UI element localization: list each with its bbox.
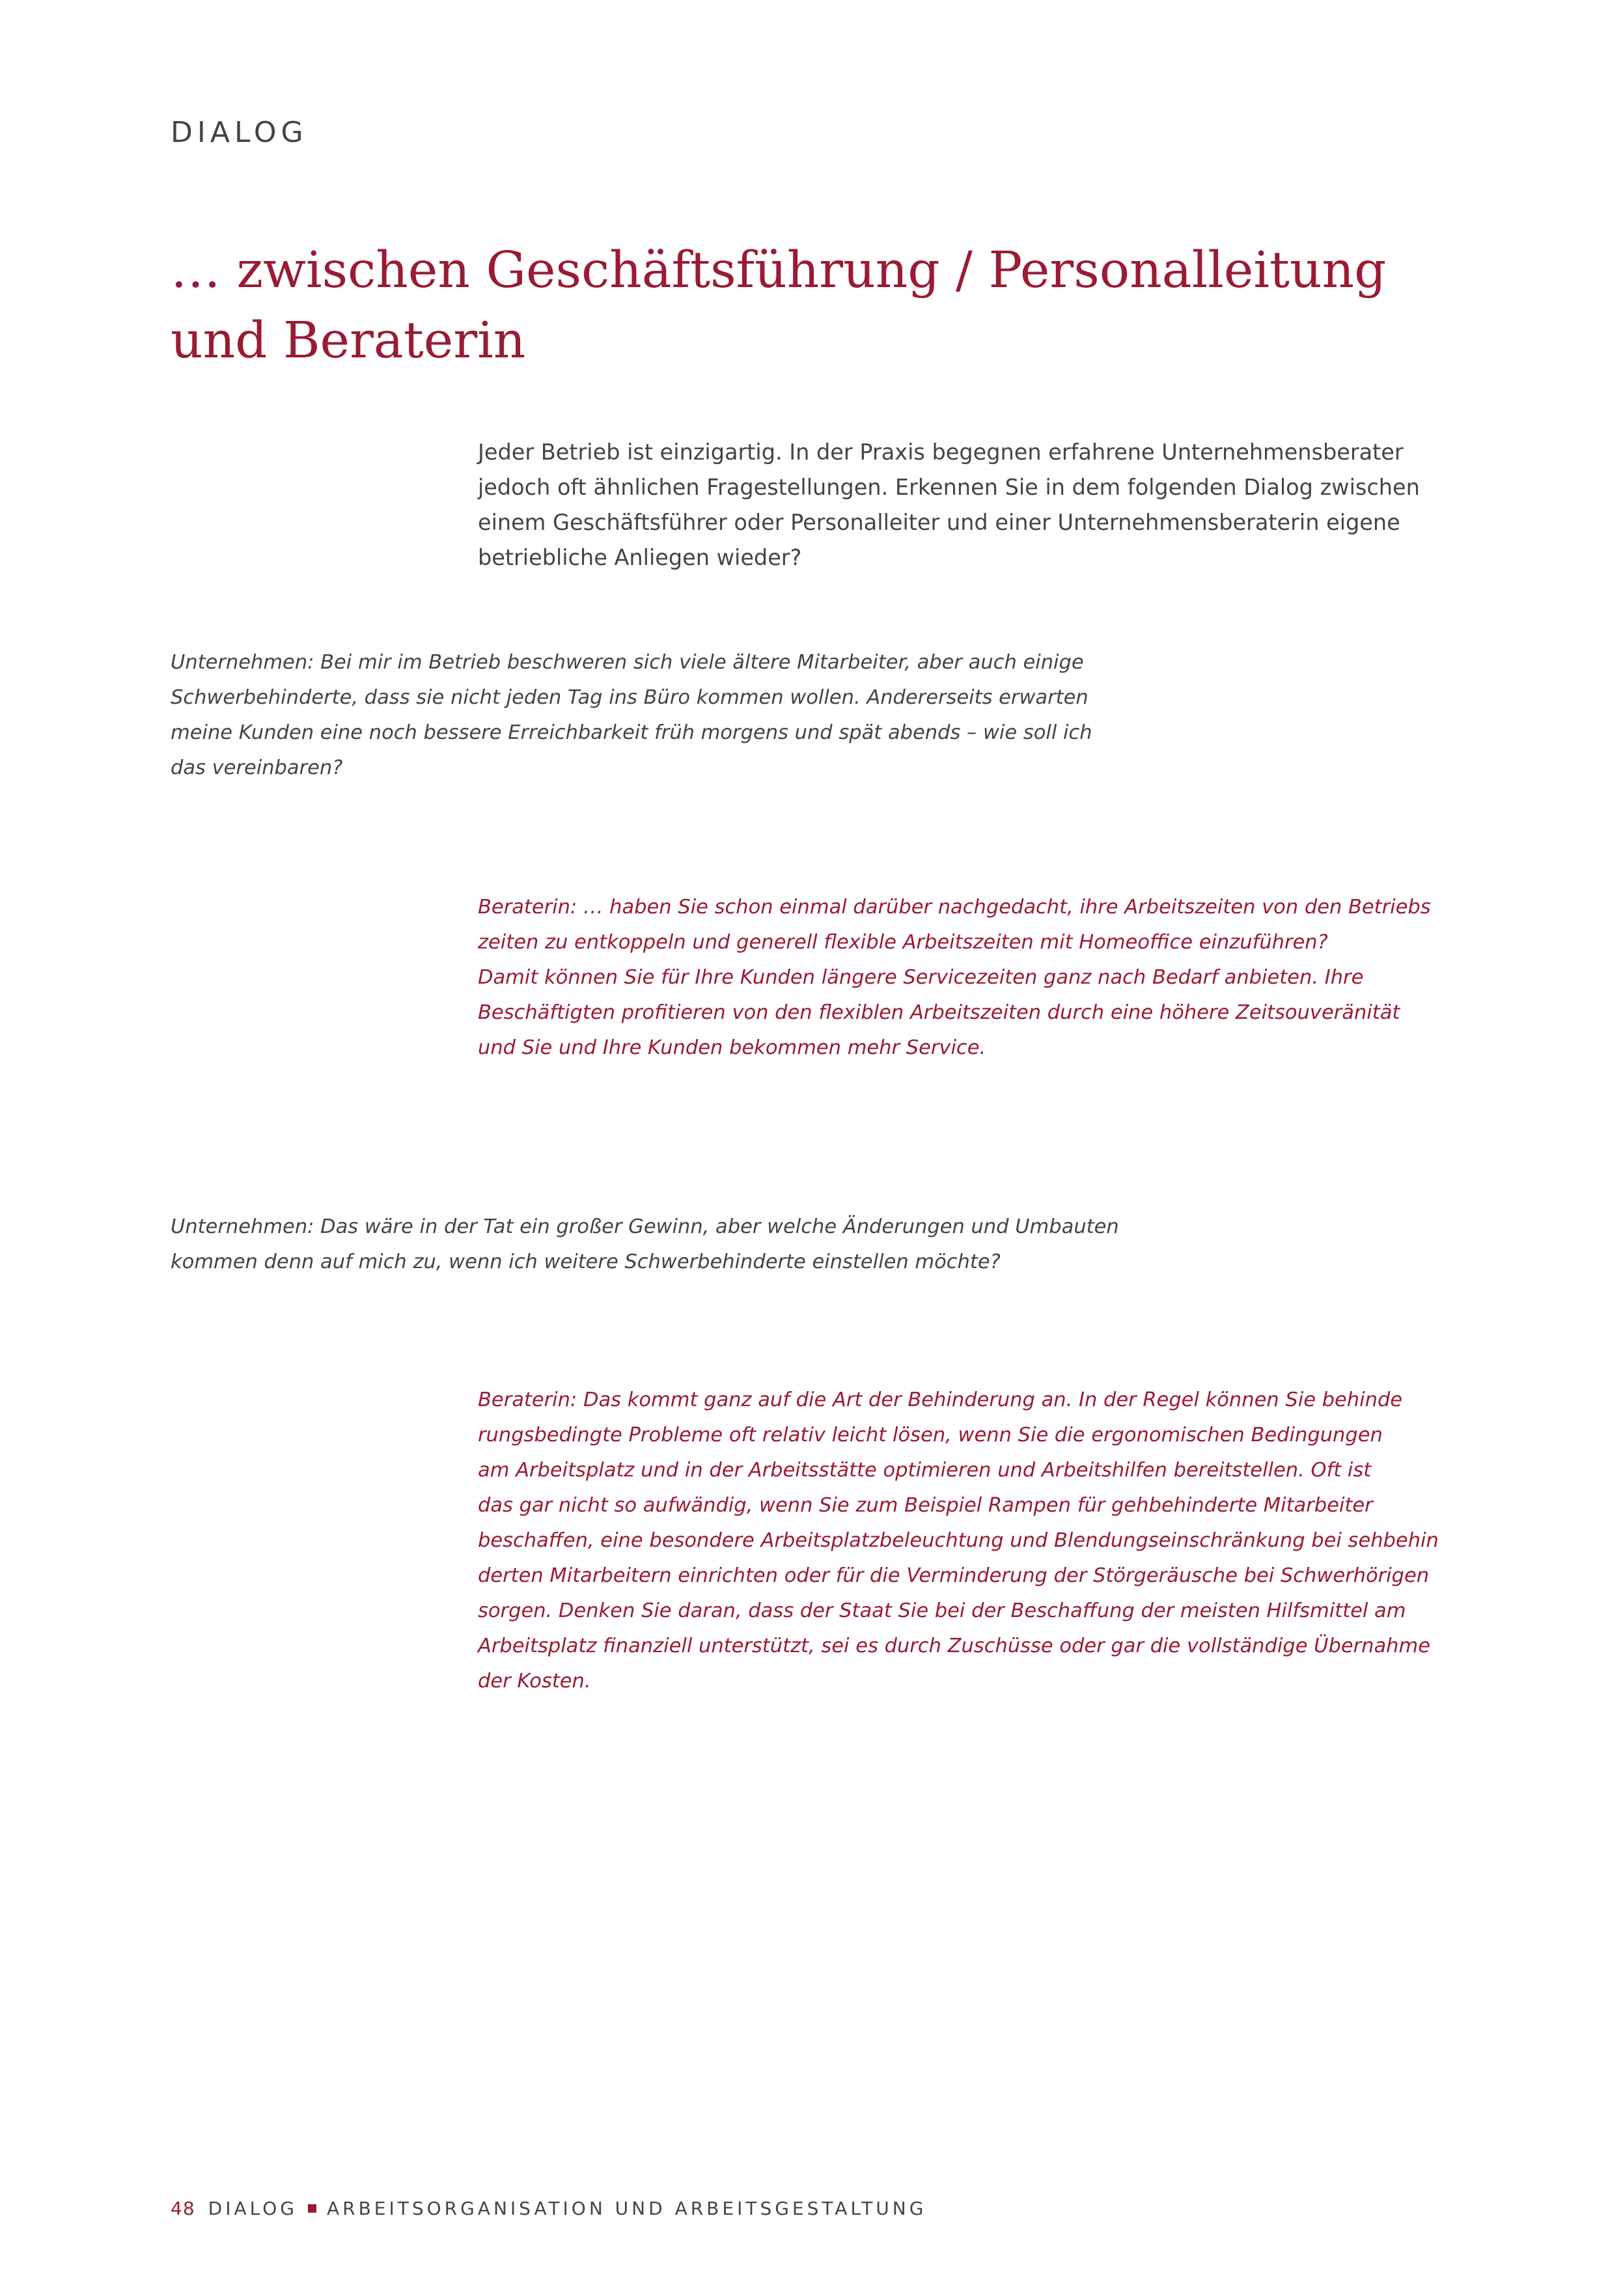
intro-line: einem Geschäftsführer oder Personalleiter und einer Unternehmensberaterin eigene — [478, 510, 1400, 535]
dialog-line: der Kosten. — [478, 1670, 591, 1693]
dialog-line: rungsbedingte Probleme oft relativ leicht lösen, wenn Sie die ergonomischen Bedingungen — [478, 1424, 1383, 1446]
dialog-line: kommen denn auf mich zu, wenn ich weitere Schwerbehinderte einstellen möchte? — [171, 1251, 1001, 1273]
dialog-line: sorgen. Denken Sie daran, dass der Staat Sie bei der Beschaffung der meisten Hilfsmittel am — [478, 1599, 1406, 1622]
page-number: 48 — [171, 2198, 195, 2219]
page-title — [171, 236, 1473, 376]
intro-line: Jeder Betrieb ist einzigartig. In der Praxis begegnen erfahrene Unternehmensberater — [478, 439, 1404, 465]
dialog-advisor-2 — [478, 1383, 1519, 1699]
footer-chapter: ARBEITSORGANISATION UND ARBEITSGESTALTUNG — [326, 2198, 927, 2219]
dialog-line: Arbeitsplatz finanziell unterstützt, sei es durch Zuschüsse oder gar die vollständige Übernahme — [478, 1635, 1430, 1657]
dialog-advisor-1 — [478, 890, 1519, 1066]
dialog-line: Damit können Sie für Ihre Kunden längere Servicezeiten ganz nach Bedarf anbieten. Ihre — [478, 966, 1364, 989]
page-title-line: und Beraterin — [171, 312, 526, 370]
intro-line: jedoch oft ähnlichen Fragestellungen. Erkennen Sie in dem folgenden Dialog zwischen — [478, 475, 1420, 500]
dialog-line: das gar nicht so aufwändig, wenn Sie zum Beispiel Rampen für gehbehinderte Mitarbeiter — [478, 1494, 1373, 1517]
dialog-line: beschaffen, eine besondere Arbeitsplatzbeleuchtung und Blendungseinschränkung bei sehbehin — [478, 1529, 1439, 1552]
dialog-line: Beraterin: Das kommt ganz auf die Art der Behinderung an. In der Regel können Sie behinde — [478, 1389, 1403, 1411]
intro-paragraph — [478, 435, 1519, 575]
dialog-company-1 — [171, 645, 1212, 786]
dialog-line: Beschäftigten profitieren von den flexiblen Arbeitszeiten durch eine höhere Zeitsouveränität — [478, 1001, 1400, 1024]
footer-section: DIALOG — [208, 2198, 298, 2219]
dialog-line: Beraterin: … haben Sie schon einmal darüber nachgedacht, ihre Arbeitszeiten von den Betriebs — [478, 896, 1431, 919]
section-label: DIALOG — [171, 116, 308, 149]
dialog-line: am Arbeitsplatz und in der Arbeitsstätte optimieren und Arbeitshilfen bereitstellen. Oft ist — [478, 1459, 1372, 1482]
dialog-line: und Sie und Ihre Kunden bekommen mehr Service. — [478, 1036, 986, 1059]
dialog-company-2 — [171, 1210, 1212, 1280]
dialog-line: zeiten zu entkoppeln und generell flexible Arbeitszeiten mit Homeoffice einzuführen? — [478, 931, 1328, 954]
dialog-line: Schwerbehinderte, dass sie nicht jeden Tag ins Büro kommen wollen. Andererseits erwarten — [171, 686, 1089, 709]
dialog-line: Unternehmen: Bei mir im Betrieb beschweren sich viele ältere Mitarbeiter, aber auch einige — [171, 651, 1084, 674]
page-footer — [171, 2198, 926, 2219]
square-separator-icon — [308, 2204, 316, 2213]
page-title-line: … zwischen Geschäftsführung / Personalleitung — [171, 242, 1387, 299]
intro-line: betriebliche Anliegen wieder? — [478, 545, 802, 570]
dialog-line: Unternehmen: Das wäre in der Tat ein großer Gewinn, aber welche Änderungen und Umbauten — [171, 1215, 1119, 1238]
dialog-line: derten Mitarbeitern einrichten oder für die Verminderung der Störgeräusche bei Schwerhörigen — [478, 1564, 1430, 1587]
dialog-line: meine Kunden eine noch bessere Erreichbarkeit früh morgens und spät abends – wie soll ich — [171, 721, 1092, 744]
dialog-line: das vereinbaren? — [171, 756, 343, 779]
